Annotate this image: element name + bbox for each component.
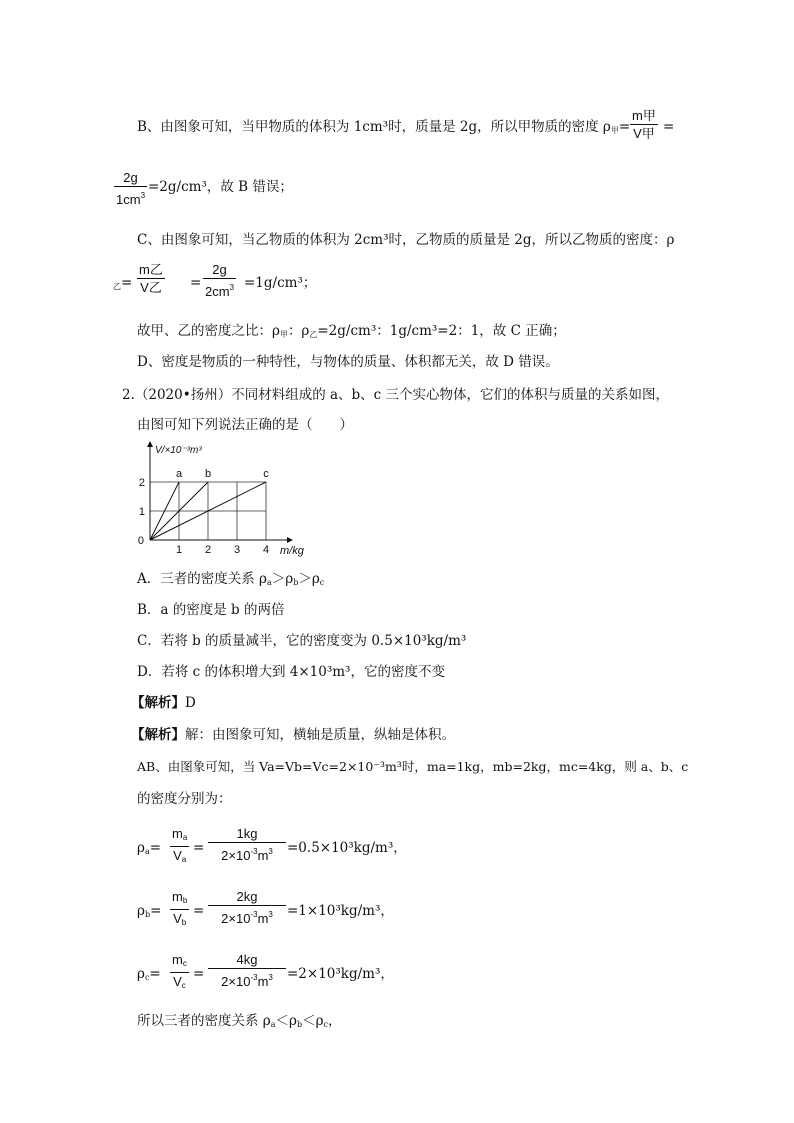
equals-2: = bbox=[190, 275, 202, 291]
fraction-numerator: 1kg bbox=[208, 826, 286, 843]
x-axis-arrow bbox=[287, 537, 293, 543]
explanation-line bbox=[131, 726, 455, 744]
sub-b: b bbox=[293, 578, 299, 587]
den-unit: m bbox=[257, 848, 269, 863]
m: m bbox=[172, 826, 183, 841]
m: m bbox=[172, 952, 183, 967]
equals-2: = bbox=[193, 903, 205, 919]
sub-yi: 乙 bbox=[309, 330, 318, 339]
line4-tail: =1g/cm³； bbox=[244, 275, 317, 291]
den-exp: -3 bbox=[250, 973, 258, 982]
lt-2: ＜ρ bbox=[302, 1013, 324, 1029]
question-2-line2: 由图可知下列说法正确的是（ ） bbox=[137, 417, 353, 433]
fraction-denominator bbox=[208, 906, 286, 928]
sub-a: a bbox=[266, 578, 272, 587]
equals-2: = bbox=[193, 966, 205, 982]
explanation-text: 解：由图象可知，横轴是质量，纵轴是体积。 bbox=[185, 727, 455, 743]
option-c[interactable]: C．若将 b 的质量减半，它的密度变为 0.5×10³kg/m³ bbox=[137, 633, 467, 649]
rho-b-lhs bbox=[137, 902, 161, 924]
ab-line1-text: AB、由图象可知，当 V bbox=[137, 759, 268, 774]
m-sub: a bbox=[182, 833, 188, 842]
answer-tag: 【解析】 bbox=[131, 695, 185, 711]
fraction-denominator bbox=[203, 279, 236, 301]
sub-a: a bbox=[270, 1020, 276, 1029]
fraction-2g-over-2cm3 bbox=[203, 262, 236, 301]
lt-1: ＜ρ bbox=[275, 1013, 297, 1029]
sub-jia: 甲 bbox=[279, 330, 288, 339]
ratio-mid: ：ρ bbox=[287, 323, 310, 339]
rho-b-result: =1×10³kg/m³， bbox=[287, 903, 394, 919]
fraction-denominator: V甲 bbox=[633, 126, 655, 141]
equals: = bbox=[618, 119, 631, 135]
fraction-numerator: 4kg bbox=[208, 952, 286, 969]
rho-c-sub: c bbox=[144, 973, 150, 982]
ratio-tail: =2g/cm³：1g/cm³=2：1，故 C 正确； bbox=[317, 323, 566, 339]
fraction-numerator: m甲 bbox=[632, 108, 656, 123]
para-c: C、由图象可知，当乙物质的体积为 2cm³时，乙物质的质量是 2g，所以乙物质的密度：ρ bbox=[137, 232, 675, 248]
y-tick-label: 2 bbox=[138, 477, 145, 489]
v: V bbox=[173, 911, 182, 926]
fraction-denominator: V乙 bbox=[140, 280, 162, 295]
den-unit: m bbox=[257, 911, 269, 926]
fraction-ma-over-va bbox=[170, 826, 189, 869]
v: V bbox=[173, 848, 182, 863]
para-c-eq bbox=[113, 274, 132, 296]
equals: = bbox=[121, 275, 133, 291]
sub-c: c bbox=[323, 1020, 328, 1029]
fraction-2g-over-1cm3 bbox=[114, 170, 147, 209]
option-d[interactable]: D．若将 c 的体积增大到 4×10³m³，它的密度不变 bbox=[137, 664, 445, 680]
rho-c-result: =2×10³kg/m³， bbox=[287, 966, 394, 982]
den-sup: 3 bbox=[229, 283, 235, 292]
fraction-denominator bbox=[208, 969, 286, 991]
fraction-denominator bbox=[114, 187, 147, 209]
rho-a-lhs bbox=[137, 839, 161, 861]
y-axis-label: V/×10⁻³m³ bbox=[155, 445, 202, 456]
m-sub: c bbox=[182, 959, 187, 968]
fraction-denominator bbox=[170, 910, 189, 932]
x-tick-label: 1 bbox=[175, 544, 183, 556]
rho-symbol: ρ bbox=[137, 840, 145, 856]
m: m bbox=[172, 889, 183, 904]
answer-line bbox=[131, 694, 196, 712]
option-a[interactable] bbox=[137, 570, 324, 592]
explanation-tag: 【解析】 bbox=[131, 727, 185, 743]
final-text: 所以三者的密度关系 ρ bbox=[137, 1013, 271, 1029]
fraction-denominator bbox=[170, 973, 189, 995]
volume-mass-chart bbox=[138, 440, 318, 560]
gt-2: ＞ρ bbox=[298, 571, 320, 587]
fraction-1kg-over-2e-3m3 bbox=[208, 826, 286, 865]
fraction-numerator: 2kg bbox=[208, 889, 286, 906]
fraction-numerator: 2g bbox=[114, 170, 147, 187]
rho-symbol: ρ bbox=[137, 966, 145, 982]
final-end: ， bbox=[328, 1013, 342, 1029]
option-b[interactable]: B．a 的密度是 b 的两倍 bbox=[137, 602, 285, 618]
rho-sub-jia: 甲 bbox=[610, 126, 619, 135]
series-label-c: c bbox=[263, 468, 269, 480]
rho-b-sub: b bbox=[144, 910, 151, 919]
fraction-m-yi-over-v-yi bbox=[137, 262, 165, 297]
v-sub: a bbox=[181, 855, 187, 864]
den-text: 1cm bbox=[116, 192, 141, 207]
den-base: 2×10 bbox=[221, 911, 251, 926]
sub-c: c bbox=[319, 578, 325, 587]
den-unit-sup: 3 bbox=[268, 847, 273, 856]
den-text: 2cm bbox=[205, 284, 230, 299]
fraction-denominator bbox=[170, 847, 189, 869]
den-unit-sup: 3 bbox=[268, 973, 273, 982]
y-axis-arrow bbox=[147, 441, 153, 447]
y-tick-label: 1 bbox=[138, 506, 145, 518]
ab-line2: 的密度分别为： bbox=[137, 791, 232, 807]
fraction-numerator: 2g bbox=[203, 262, 236, 279]
ratio-text: 故甲、乙的密度之比：ρ bbox=[137, 323, 280, 339]
fraction-mc-over-vc bbox=[170, 952, 189, 995]
m-sub: b bbox=[182, 896, 188, 905]
para-b-text: B、由图象可知，当甲物质的体积为 1cm³时，质量是 2g，所以甲物质的密度 ρ bbox=[137, 119, 611, 135]
rho-a-result: =0.5×10³kg/m³， bbox=[287, 840, 407, 856]
ab-line1 bbox=[137, 758, 688, 776]
fraction-mb-over-vb bbox=[170, 889, 189, 932]
question-2-line1: 2.（2020•扬州）不同材料组成的 a、b、c 三个实心物体，它们的体积与质量的关系如图， bbox=[122, 387, 670, 403]
x-tick-label: 3 bbox=[233, 544, 241, 556]
v: V bbox=[173, 974, 182, 989]
rho-a-sub: a bbox=[144, 847, 150, 856]
x-axis-label: m/kg bbox=[280, 545, 304, 557]
origin-label: 0 bbox=[138, 535, 144, 547]
ratio-line bbox=[137, 322, 566, 344]
line2-tail: =2g/cm³，故 B 错误； bbox=[148, 179, 293, 195]
fraction-2kg-over-2e-3m3 bbox=[208, 889, 286, 928]
v-sub: b bbox=[181, 918, 187, 927]
ab-line1-rest: a=Vb=Vc=2×10⁻³m³时，ma=1kg，mb=2kg，mc=4kg，则 a、b、c bbox=[267, 759, 689, 774]
v-sub: c bbox=[181, 981, 186, 990]
series-label-b: b bbox=[204, 468, 212, 480]
sub-b: b bbox=[296, 1020, 303, 1029]
gt-1: ＞ρ bbox=[271, 571, 294, 587]
equals: = bbox=[149, 966, 161, 982]
den-exp: -3 bbox=[250, 847, 258, 856]
fraction-m-jia-over-v-jia bbox=[630, 108, 658, 143]
equals-tail: = bbox=[663, 119, 675, 135]
para-b bbox=[137, 118, 630, 140]
fraction-numerator: m乙 bbox=[139, 262, 163, 277]
equals: = bbox=[149, 840, 162, 856]
series-label-a: a bbox=[175, 468, 183, 480]
den-exp: -3 bbox=[250, 910, 258, 919]
x-tick-label: 4 bbox=[262, 544, 270, 556]
final-relation bbox=[137, 1012, 342, 1034]
den-base: 2×10 bbox=[221, 974, 251, 989]
den-unit-sup: 3 bbox=[268, 910, 273, 919]
fraction-denominator bbox=[208, 843, 286, 865]
equals: = bbox=[150, 903, 162, 919]
answer-value: D bbox=[185, 695, 196, 711]
option-a-text: A．三者的密度关系 ρ bbox=[137, 571, 267, 587]
fraction-numerator bbox=[170, 889, 189, 910]
rho-c-lhs bbox=[137, 965, 161, 987]
fraction-4kg-over-2e-3m3 bbox=[208, 952, 286, 991]
x-tick-label: 2 bbox=[204, 544, 212, 556]
den-sup: 3 bbox=[140, 191, 146, 200]
fraction-numerator bbox=[170, 952, 189, 973]
equals-2: = bbox=[193, 840, 205, 856]
den-unit: m bbox=[257, 974, 269, 989]
rho-symbol: ρ bbox=[137, 903, 145, 919]
den-base: 2×10 bbox=[221, 848, 251, 863]
rho-sub-yi: 乙 bbox=[113, 282, 121, 291]
fraction-numerator bbox=[170, 826, 189, 847]
para-d: D、密度是物质的一种特性，与物体的质量、体积都无关，故 D 错误。 bbox=[137, 354, 559, 370]
